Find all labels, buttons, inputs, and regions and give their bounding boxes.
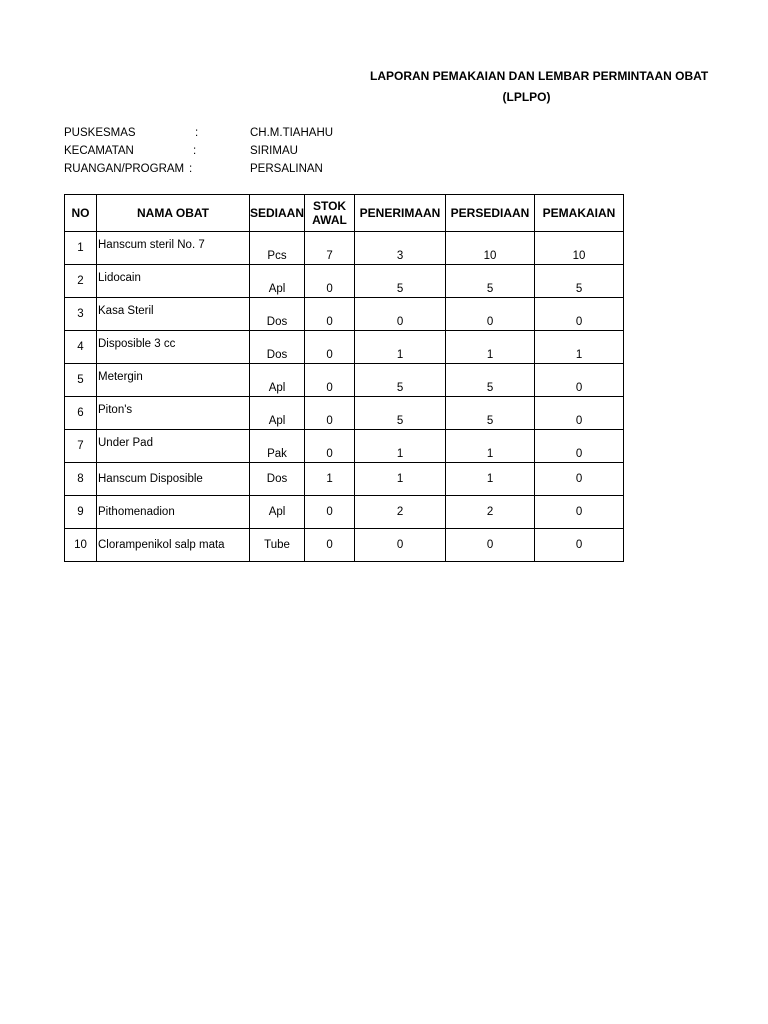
table-row bbox=[65, 331, 624, 364]
cell-stok-awal: 0 bbox=[305, 397, 355, 430]
cell-nama-obat: Hanscum Disposible bbox=[97, 463, 250, 496]
cell-no: 5 bbox=[65, 364, 97, 397]
info-label-ruangan: RUANGAN/PROGRAM bbox=[64, 163, 185, 175]
cell-no: 7 bbox=[65, 430, 97, 463]
table-row bbox=[65, 463, 624, 496]
cell-no: 1 bbox=[65, 232, 97, 265]
cell-stok-awal: 0 bbox=[305, 331, 355, 364]
report-title: LAPORAN PEMAKAIAN DAN LEMBAR PERMINTAAN OBAT bbox=[370, 69, 709, 83]
info-colon: : bbox=[195, 127, 199, 139]
cell-penerimaan: 0 bbox=[355, 529, 446, 562]
cell-nama-obat: Piton's bbox=[97, 397, 250, 430]
table-row bbox=[65, 232, 624, 265]
cell-penerimaan: 1 bbox=[355, 463, 446, 496]
table-row bbox=[65, 496, 624, 529]
cell-nama-obat: Disposible 3 cc bbox=[97, 331, 250, 364]
header-penerimaan: PENERIMAAN bbox=[355, 195, 446, 232]
cell-no: 8 bbox=[65, 463, 97, 496]
cell-sediaan: Pak bbox=[250, 430, 305, 463]
cell-pemakaian: 5 bbox=[535, 265, 624, 298]
info-colon: : bbox=[189, 163, 193, 175]
cell-sediaan: Apl bbox=[250, 265, 305, 298]
cell-pemakaian: 10 bbox=[535, 232, 624, 265]
cell-pemakaian: 0 bbox=[535, 529, 624, 562]
info-value-puskesmas: CH.M.TIAHAHU bbox=[250, 127, 334, 139]
table-row bbox=[65, 430, 624, 463]
cell-persediaan: 0 bbox=[446, 298, 535, 331]
header-persediaan: PERSEDIAAN bbox=[446, 195, 535, 232]
cell-nama-obat: Pithomenadion bbox=[97, 496, 250, 529]
cell-pemakaian: 0 bbox=[535, 463, 624, 496]
cell-pemakaian: 0 bbox=[535, 496, 624, 529]
cell-persediaan: 5 bbox=[446, 397, 535, 430]
cell-persediaan: 2 bbox=[446, 496, 535, 529]
cell-stok-awal: 0 bbox=[305, 364, 355, 397]
cell-nama-obat: Kasa Steril bbox=[97, 298, 250, 331]
info-label-kecamatan: KECAMATAN bbox=[64, 145, 134, 157]
table-row bbox=[65, 529, 624, 562]
cell-sediaan: Dos bbox=[250, 463, 305, 496]
cell-penerimaan: 5 bbox=[355, 364, 446, 397]
cell-stok-awal: 0 bbox=[305, 298, 355, 331]
cell-pemakaian: 1 bbox=[535, 331, 624, 364]
cell-penerimaan: 5 bbox=[355, 265, 446, 298]
header-no: NO bbox=[65, 195, 97, 232]
cell-sediaan: Apl bbox=[250, 364, 305, 397]
cell-sediaan: Dos bbox=[250, 298, 305, 331]
cell-penerimaan: 2 bbox=[355, 496, 446, 529]
table-row bbox=[65, 298, 624, 331]
cell-stok-awal: 0 bbox=[305, 496, 355, 529]
cell-penerimaan: 0 bbox=[355, 298, 446, 331]
cell-stok-awal: 1 bbox=[305, 463, 355, 496]
header-sediaan: SEDIAAN bbox=[250, 195, 305, 232]
info-value-kecamatan: SIRIMAU bbox=[250, 145, 298, 157]
cell-pemakaian: 0 bbox=[535, 298, 624, 331]
cell-nama-obat: Hanscum steril No. 7 bbox=[97, 232, 250, 265]
cell-sediaan: Apl bbox=[250, 496, 305, 529]
drug-usage-table bbox=[64, 194, 624, 562]
info-colon: : bbox=[193, 145, 197, 157]
cell-persediaan: 5 bbox=[446, 265, 535, 298]
cell-persediaan: 10 bbox=[446, 232, 535, 265]
cell-pemakaian: 0 bbox=[535, 397, 624, 430]
header-stok-awal-line1: STOK bbox=[312, 199, 347, 213]
cell-sediaan: Tube bbox=[250, 529, 305, 562]
cell-penerimaan: 3 bbox=[355, 232, 446, 265]
cell-no: 3 bbox=[65, 298, 97, 331]
header-stok-awal bbox=[305, 195, 355, 232]
cell-persediaan: 1 bbox=[446, 430, 535, 463]
table-header-row bbox=[65, 195, 624, 232]
header-stok-awal-line2: AWAL bbox=[312, 213, 347, 227]
cell-persediaan: 1 bbox=[446, 331, 535, 364]
cell-penerimaan: 1 bbox=[355, 331, 446, 364]
cell-stok-awal: 0 bbox=[305, 265, 355, 298]
cell-penerimaan: 1 bbox=[355, 430, 446, 463]
cell-nama-obat: Metergin bbox=[97, 364, 250, 397]
cell-pemakaian: 0 bbox=[535, 430, 624, 463]
cell-sediaan: Pcs bbox=[250, 232, 305, 265]
cell-no: 6 bbox=[65, 397, 97, 430]
table-row bbox=[65, 265, 624, 298]
report-subtitle: (LPLPO) bbox=[502, 90, 551, 104]
cell-penerimaan: 5 bbox=[355, 397, 446, 430]
table-row bbox=[65, 397, 624, 430]
cell-pemakaian: 0 bbox=[535, 364, 624, 397]
cell-stok-awal: 0 bbox=[305, 430, 355, 463]
cell-no: 10 bbox=[65, 529, 97, 562]
cell-persediaan: 0 bbox=[446, 529, 535, 562]
cell-stok-awal: 7 bbox=[305, 232, 355, 265]
table-row bbox=[65, 364, 624, 397]
cell-persediaan: 1 bbox=[446, 463, 535, 496]
cell-nama-obat: Under Pad bbox=[97, 430, 250, 463]
info-value-ruangan: PERSALINAN bbox=[250, 163, 323, 175]
cell-nama-obat: Clorampenikol salp mata bbox=[97, 529, 250, 562]
cell-persediaan: 5 bbox=[446, 364, 535, 397]
cell-no: 4 bbox=[65, 331, 97, 364]
cell-no: 9 bbox=[65, 496, 97, 529]
header-nama-obat: NAMA OBAT bbox=[97, 195, 250, 232]
cell-stok-awal: 0 bbox=[305, 529, 355, 562]
cell-no: 2 bbox=[65, 265, 97, 298]
cell-sediaan: Apl bbox=[250, 397, 305, 430]
header-pemakaian: PEMAKAIAN bbox=[535, 195, 624, 232]
info-label-puskesmas: PUSKESMAS bbox=[64, 127, 136, 139]
cell-sediaan: Dos bbox=[250, 331, 305, 364]
cell-nama-obat: Lidocain bbox=[97, 265, 250, 298]
